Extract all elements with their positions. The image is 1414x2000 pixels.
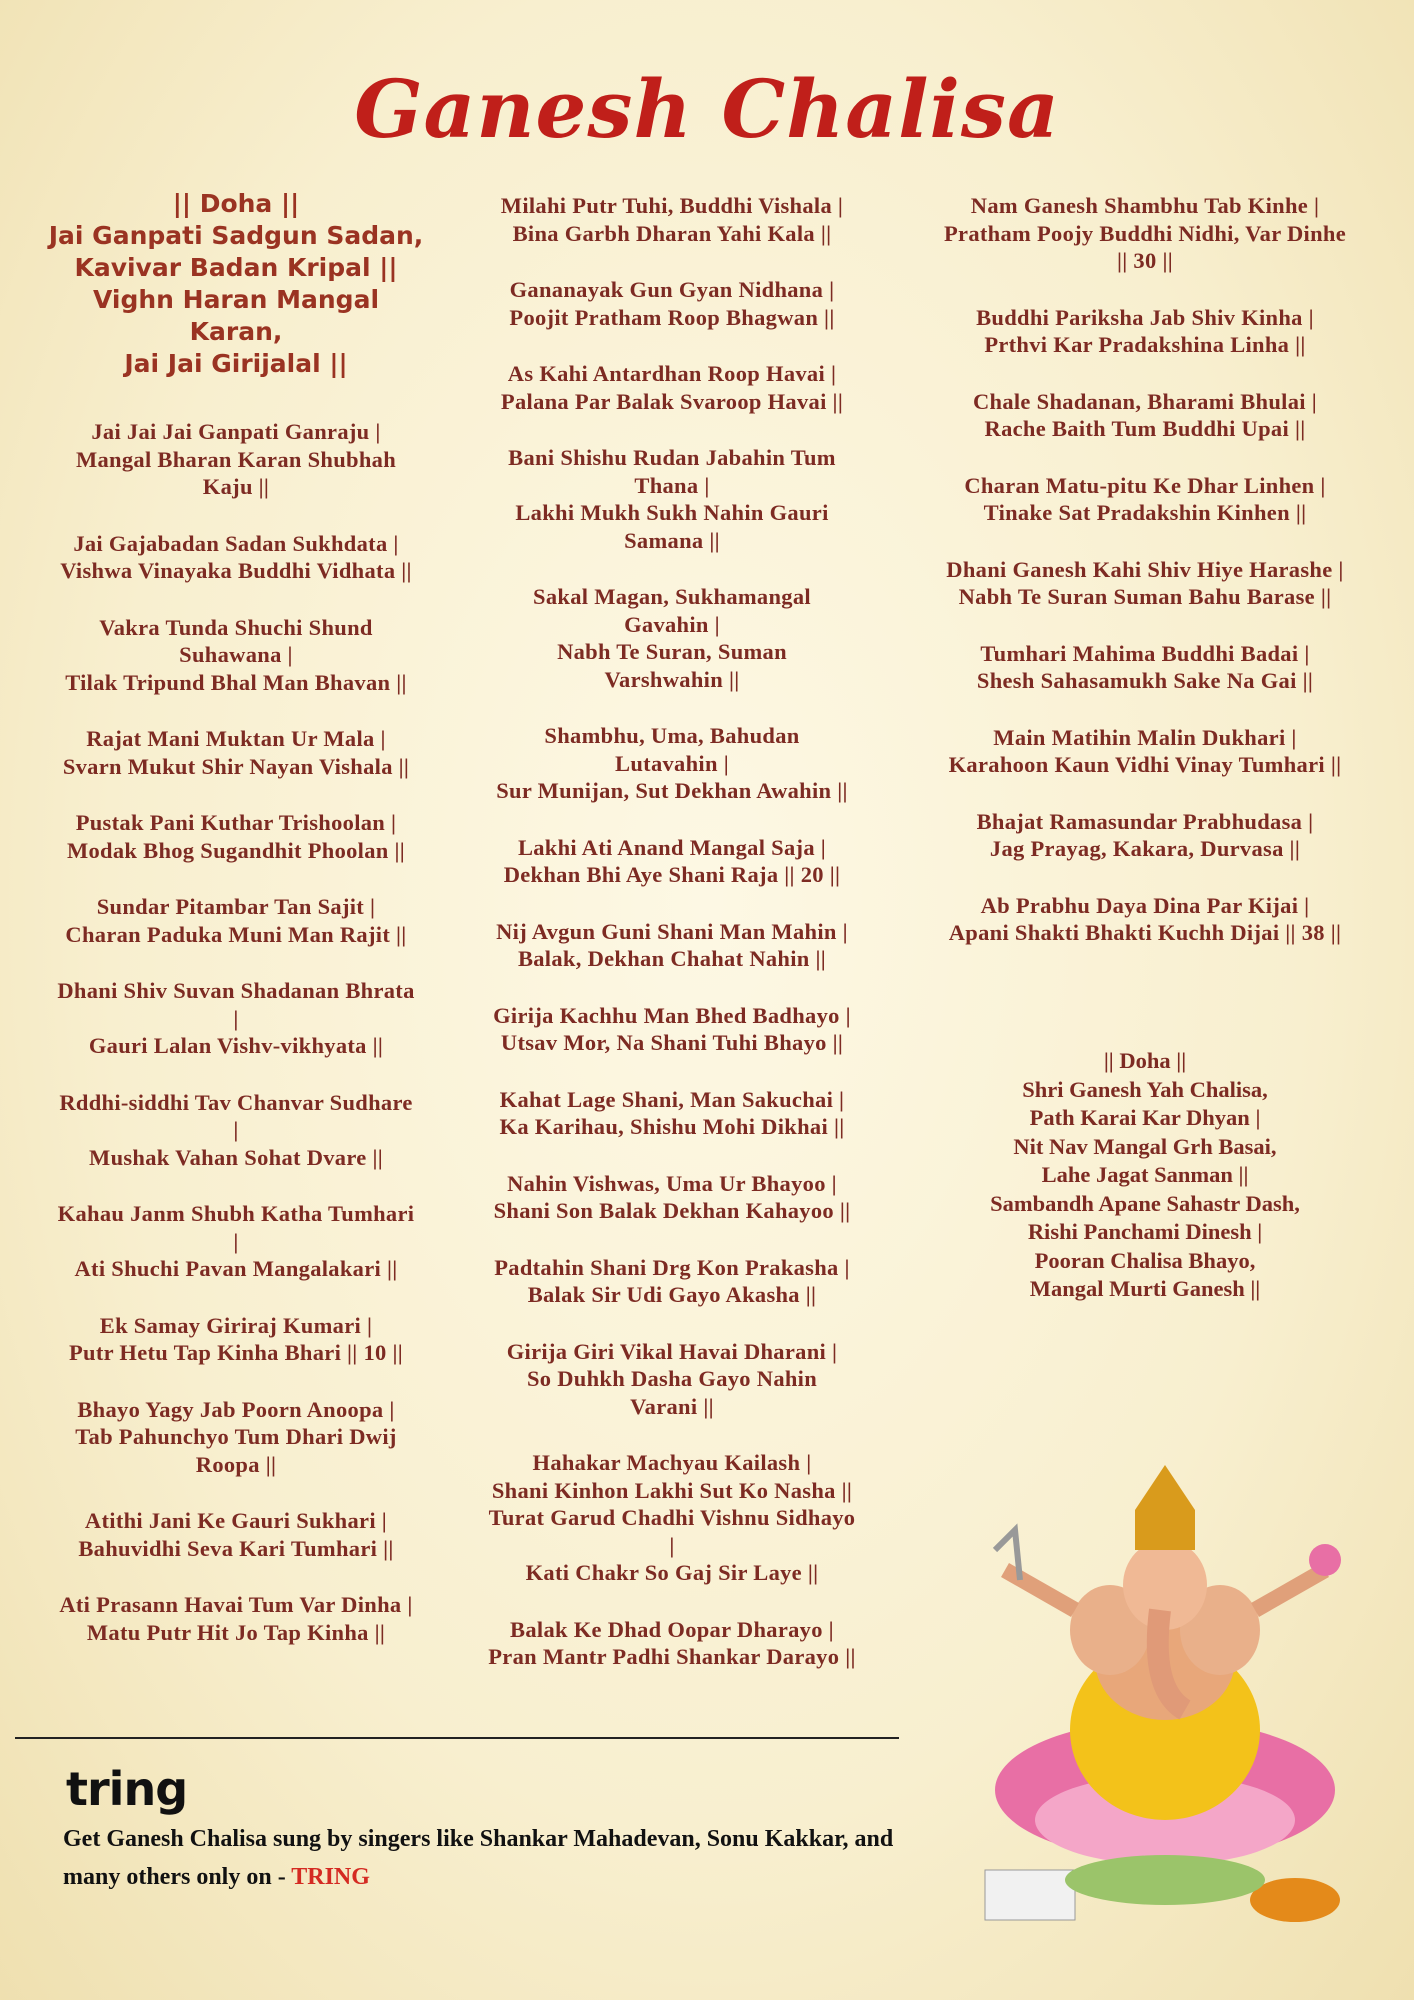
verse-stanza (10, 977, 462, 1060)
tring-logo: tring (66, 1762, 188, 1816)
verse-line: Mushak Vahan Sohat Dvare || (89, 1144, 383, 1170)
verse-line: Tinake Sat Pradakshin Kinhen || (983, 500, 1307, 525)
closing-doha-line: Pooran Chalisa Bhayo, (1034, 1247, 1256, 1273)
verse-line: Shambhu, Uma, Bahudan (544, 723, 800, 748)
verse-line: Balak Sir Udi Gayo Akasha || (527, 1282, 817, 1307)
verse-line: Rache Baith Tum Buddhi Upai || (984, 416, 1306, 441)
verse-line: Suhawana | (179, 642, 293, 667)
verse-line: Shani Son Balak Dekhan Kahayoo || (493, 1198, 851, 1223)
verse-stanza (10, 1312, 462, 1367)
verse-stanza (462, 1616, 882, 1671)
verse-line: Lakhi Mukh Sukh Nahin Gauri (515, 500, 829, 525)
verse-stanza (900, 640, 1390, 695)
verse-line: Matu Putr Hit Jo Tap Kinha || (86, 1619, 386, 1645)
verse-stanza (462, 360, 882, 415)
verse-stanza (462, 1338, 882, 1421)
verse-stanza (900, 304, 1390, 359)
verse-stanza (462, 192, 882, 247)
footer-promo (63, 1820, 913, 1896)
verse-line: Bani Shishu Rudan Jabahin Tum (508, 445, 836, 470)
verse-line: Utsav Mor, Na Shani Tuhi Bhayo || (500, 1030, 844, 1055)
verse-stanza (462, 722, 882, 805)
verse-stanza (10, 1396, 462, 1479)
verse-line: Tumhari Mahima Buddhi Badai | (980, 640, 1310, 666)
verse-stanza (10, 418, 462, 501)
doha-line: Kavivar Badan Kripal || (74, 253, 398, 282)
verse-stanza (900, 388, 1390, 443)
footer-text: Get Ganesh Chalisa sung by singers like Shankar Mahadevan, Sonu Kakkar, and many others only on - (63, 1826, 894, 1890)
closing-doha-line: Lahe Jagat Sanman || (1041, 1162, 1249, 1187)
verse-line: Nabh Te Suran Suman Bahu Barase || (958, 584, 1332, 609)
verse-line: As Kahi Antardhan Roop Havai | (507, 361, 837, 386)
verse-line: Thana | (634, 472, 710, 498)
verse-line: Shani Kinhon Lakhi Sut Ko Nasha || (491, 1477, 853, 1503)
column-1 (10, 188, 462, 1675)
verse-line: Balak, Dekhan Chahat Nahin || (517, 946, 827, 971)
verse-line: Balak Ke Dhad Oopar Dharayo | (510, 1616, 834, 1642)
verse-line: Bahuvidhi Seva Kari Tumhari || (78, 1535, 394, 1561)
verse-stanza (462, 1254, 882, 1309)
verse-line: Rajat Mani Muktan Ur Mala | (86, 726, 386, 751)
verse-stanza (462, 1086, 882, 1141)
verse-line: Jai Gajabadan Sadan Sukhdata | (73, 530, 399, 556)
verse-line: Samana || (624, 527, 720, 553)
closing-doha-line: || Doha || (1103, 1048, 1187, 1073)
column-3 (900, 192, 1390, 976)
doha-line: Karan, (189, 317, 283, 346)
verse-line: Pratham Poojy Buddhi Nidhi, Var Dinhe (943, 220, 1347, 246)
verse-line: Gananayak Gun Gyan Nidhana | (509, 277, 835, 302)
verse-line: Turat Garud Chadhi Vishnu Sidhayo (488, 1505, 856, 1530)
verse-line: Charan Matu-pitu Ke Dhar Linhen | (964, 472, 1326, 498)
verse-stanza (900, 892, 1390, 947)
verse-line: Ek Samay Giriraj Kumari | (99, 1312, 373, 1338)
verse-line: Rddhi-siddhi Tav Chanvar Sudhare (59, 1089, 413, 1115)
verse-line: Chale Shadanan, Bharami Bhulai | (972, 388, 1318, 414)
verse-line: Sakal Magan, Sukhamangal (533, 584, 811, 609)
tring-link[interactable]: TRING (291, 1864, 370, 1890)
closing-doha-line: Rishi Panchami Dinesh | (1027, 1219, 1263, 1244)
verse-stanza (10, 725, 462, 780)
verse-line: Lutavahin | (615, 750, 729, 776)
verse-line: Atithi Jani Ke Gauri Sukhari | (84, 1508, 388, 1533)
verse-line: Bhajat Ramasundar Prabhudasa | (976, 808, 1314, 834)
verse-line: Karahoon Kaun Vidhi Vinay Tumhari || (948, 752, 1342, 777)
verse-line: Ati Shuchi Pavan Mangalakari || (74, 1256, 398, 1281)
verse-line: Girija Kachhu Man Bhed Badhayo | (493, 1002, 851, 1028)
verse-stanza (900, 724, 1390, 779)
verse-line: Kaju || (202, 474, 270, 499)
verse-stanza (10, 1200, 462, 1283)
column-2 (462, 192, 882, 1700)
verse-stanza (900, 472, 1390, 527)
verse-line: Milahi Putr Tuhi, Buddhi Vishala | (500, 193, 844, 218)
verse-line: Apani Shakti Bhakti Kuchh Dijai || 38 || (948, 920, 1342, 945)
verse-line: | (233, 1005, 239, 1031)
verse-line: Gauri Lalan Vishv-vikhyata || (88, 1033, 384, 1058)
verse-line: Vakra Tunda Shuchi Shund (99, 614, 373, 640)
verse-stanza (10, 614, 462, 697)
closing-doha-line: Sambandh Apane Sahastr Dash, (990, 1190, 1300, 1216)
verse-line: Svarn Mukut Shir Nayan Vishala || (62, 753, 410, 779)
verse-line: Girija Giri Vikal Havai Dharani | (506, 1338, 838, 1364)
verse-line: Poojit Pratham Roop Bhagwan || (509, 304, 835, 330)
verse-line: Bhayo Yagy Jab Poorn Anoopa | (77, 1396, 395, 1422)
verse-stanza (462, 1449, 882, 1587)
verse-line: Tilak Tripund Bhal Man Bhavan || (65, 669, 407, 695)
verse-line: Dekhan Bhi Aye Shani Raja || 20 || (503, 862, 841, 887)
verse-stanza (462, 918, 882, 973)
verse-line: Nam Ganesh Shambhu Tab Kinhe | (970, 193, 1320, 218)
verse-line: So Duhkh Dasha Gayo Nahin (526, 1366, 818, 1391)
verse-line: Dhani Shiv Suvan Shadanan Bhrata (57, 978, 415, 1003)
verse-stanza (10, 809, 462, 864)
verse-line: Bina Garbh Dharan Yahi Kala || (512, 220, 832, 246)
verse-line: Main Matihin Malin Dukhari | (993, 724, 1297, 750)
verse-line: Nij Avgun Guni Shani Man Mahin | (496, 918, 848, 944)
verse-stanza (462, 1002, 882, 1057)
verse-stanza (462, 276, 882, 331)
closing-doha-line: Shri Ganesh Yah Chalisa, (1022, 1076, 1268, 1102)
verse-line: Modak Bhog Sugandhit Phoolan || (66, 837, 406, 863)
doha-line: Jai Jai Girijalal || (124, 349, 348, 378)
verse-stanza (10, 1507, 462, 1562)
verse-line: Tab Pahunchyo Tum Dhari Dwij (75, 1424, 397, 1449)
page-title: Ganesh Chalisa (354, 62, 1060, 156)
verse-line: Ati Prasann Havai Tum Var Dinha | (59, 1592, 413, 1617)
closing-doha-line: Path Karai Kar Dhyan | (1029, 1105, 1261, 1130)
verse-stanza (10, 893, 462, 948)
closing-doha (900, 1047, 1390, 1304)
verse-line: | (233, 1117, 239, 1142)
doha-line: Jai Ganpati Sadgun Sadan, (48, 221, 424, 250)
verse-line: Sundar Pitambar Tan Sajit | (96, 894, 376, 919)
verse-line: Ab Prabhu Daya Dina Par Kijai | (980, 892, 1310, 918)
verse-line: Buddhi Pariksha Jab Shiv Kinha | (976, 304, 1314, 330)
verse-line: | (233, 1228, 239, 1254)
verse-line: || 30 || (1117, 248, 1173, 273)
verse-line: Lakhi Ati Anand Mangal Saja | (517, 834, 827, 860)
verse-line: Prthvi Kar Pradakshina Linha || (984, 332, 1306, 357)
verse-line: Varshwahin || (604, 666, 740, 692)
verse-line: Shesh Sahasamukh Sake Na Gai || (976, 668, 1314, 693)
verse-line: Vishwa Vinayaka Buddhi Vidhata || (60, 558, 412, 583)
verse-stanza (462, 834, 882, 889)
verse-stanza (900, 192, 1390, 275)
verse-stanza (900, 808, 1390, 863)
verse-line: Palana Par Balak Svaroop Havai || (500, 388, 844, 414)
verse-line: Putr Hetu Tap Kinha Bhari || 10 || (68, 1340, 404, 1365)
verse-stanza (10, 530, 462, 585)
opening-doha (10, 188, 462, 380)
verse-line: Kahat Lage Shani, Man Sakuchai | (499, 1086, 845, 1112)
verse-stanza (462, 1170, 882, 1225)
verse-line: Padtahin Shani Drg Kon Prakasha | (494, 1254, 850, 1280)
verse-line: Nahin Vishwas, Uma Ur Bhayoo | (507, 1170, 837, 1196)
verse-line: Ka Karihau, Shishu Mohi Dikhai || (499, 1114, 845, 1139)
ganesh-illustration (975, 1460, 1355, 1960)
verse-line: Pran Mantr Padhi Shankar Darayo || (488, 1644, 856, 1669)
verse-line: Dhani Ganesh Kahi Shiv Hiye Harashe | (946, 556, 1344, 582)
verse-line: | (669, 1532, 675, 1558)
verse-stanza (900, 556, 1390, 611)
doha-line: || Doha || (172, 189, 300, 218)
verse-line: Pustak Pani Kuthar Trishoolan | (75, 810, 397, 835)
verse-line: Varani || (630, 1393, 714, 1419)
verse-line: Kati Chakr So Gaj Sir Laye || (525, 1560, 819, 1585)
closing-doha-line: Nit Nav Mangal Grh Basai, (1013, 1133, 1277, 1159)
verse-stanza (462, 444, 882, 554)
verse-line: Jai Jai Jai Ganpati Ganraju | (91, 419, 381, 444)
verse-stanza (10, 1591, 462, 1646)
verse-line: Mangal Bharan Karan Shubhah (75, 446, 397, 472)
verse-line: Gavahin | (624, 611, 720, 637)
closing-doha-line: Mangal Murti Ganesh || (1029, 1276, 1261, 1301)
divider (15, 1737, 899, 1739)
verse-line: Hahakar Machyau Kailash | (532, 1450, 812, 1475)
verse-line: Kahau Janm Shubh Katha Tumhari (57, 1201, 415, 1226)
verse-line: Charan Paduka Muni Man Rajit || (65, 921, 407, 947)
doha-line: Vighn Haran Mangal (92, 285, 380, 314)
verse-stanza (462, 583, 882, 693)
verse-line: Sur Munijan, Sut Dekhan Awahin || (496, 778, 848, 803)
verse-line: Roopa || (195, 1451, 277, 1477)
verse-stanza (10, 1089, 462, 1172)
verse-line: Nabh Te Suran, Suman (557, 639, 787, 664)
verse-line: Jag Prayag, Kakara, Durvasa || (989, 836, 1301, 861)
